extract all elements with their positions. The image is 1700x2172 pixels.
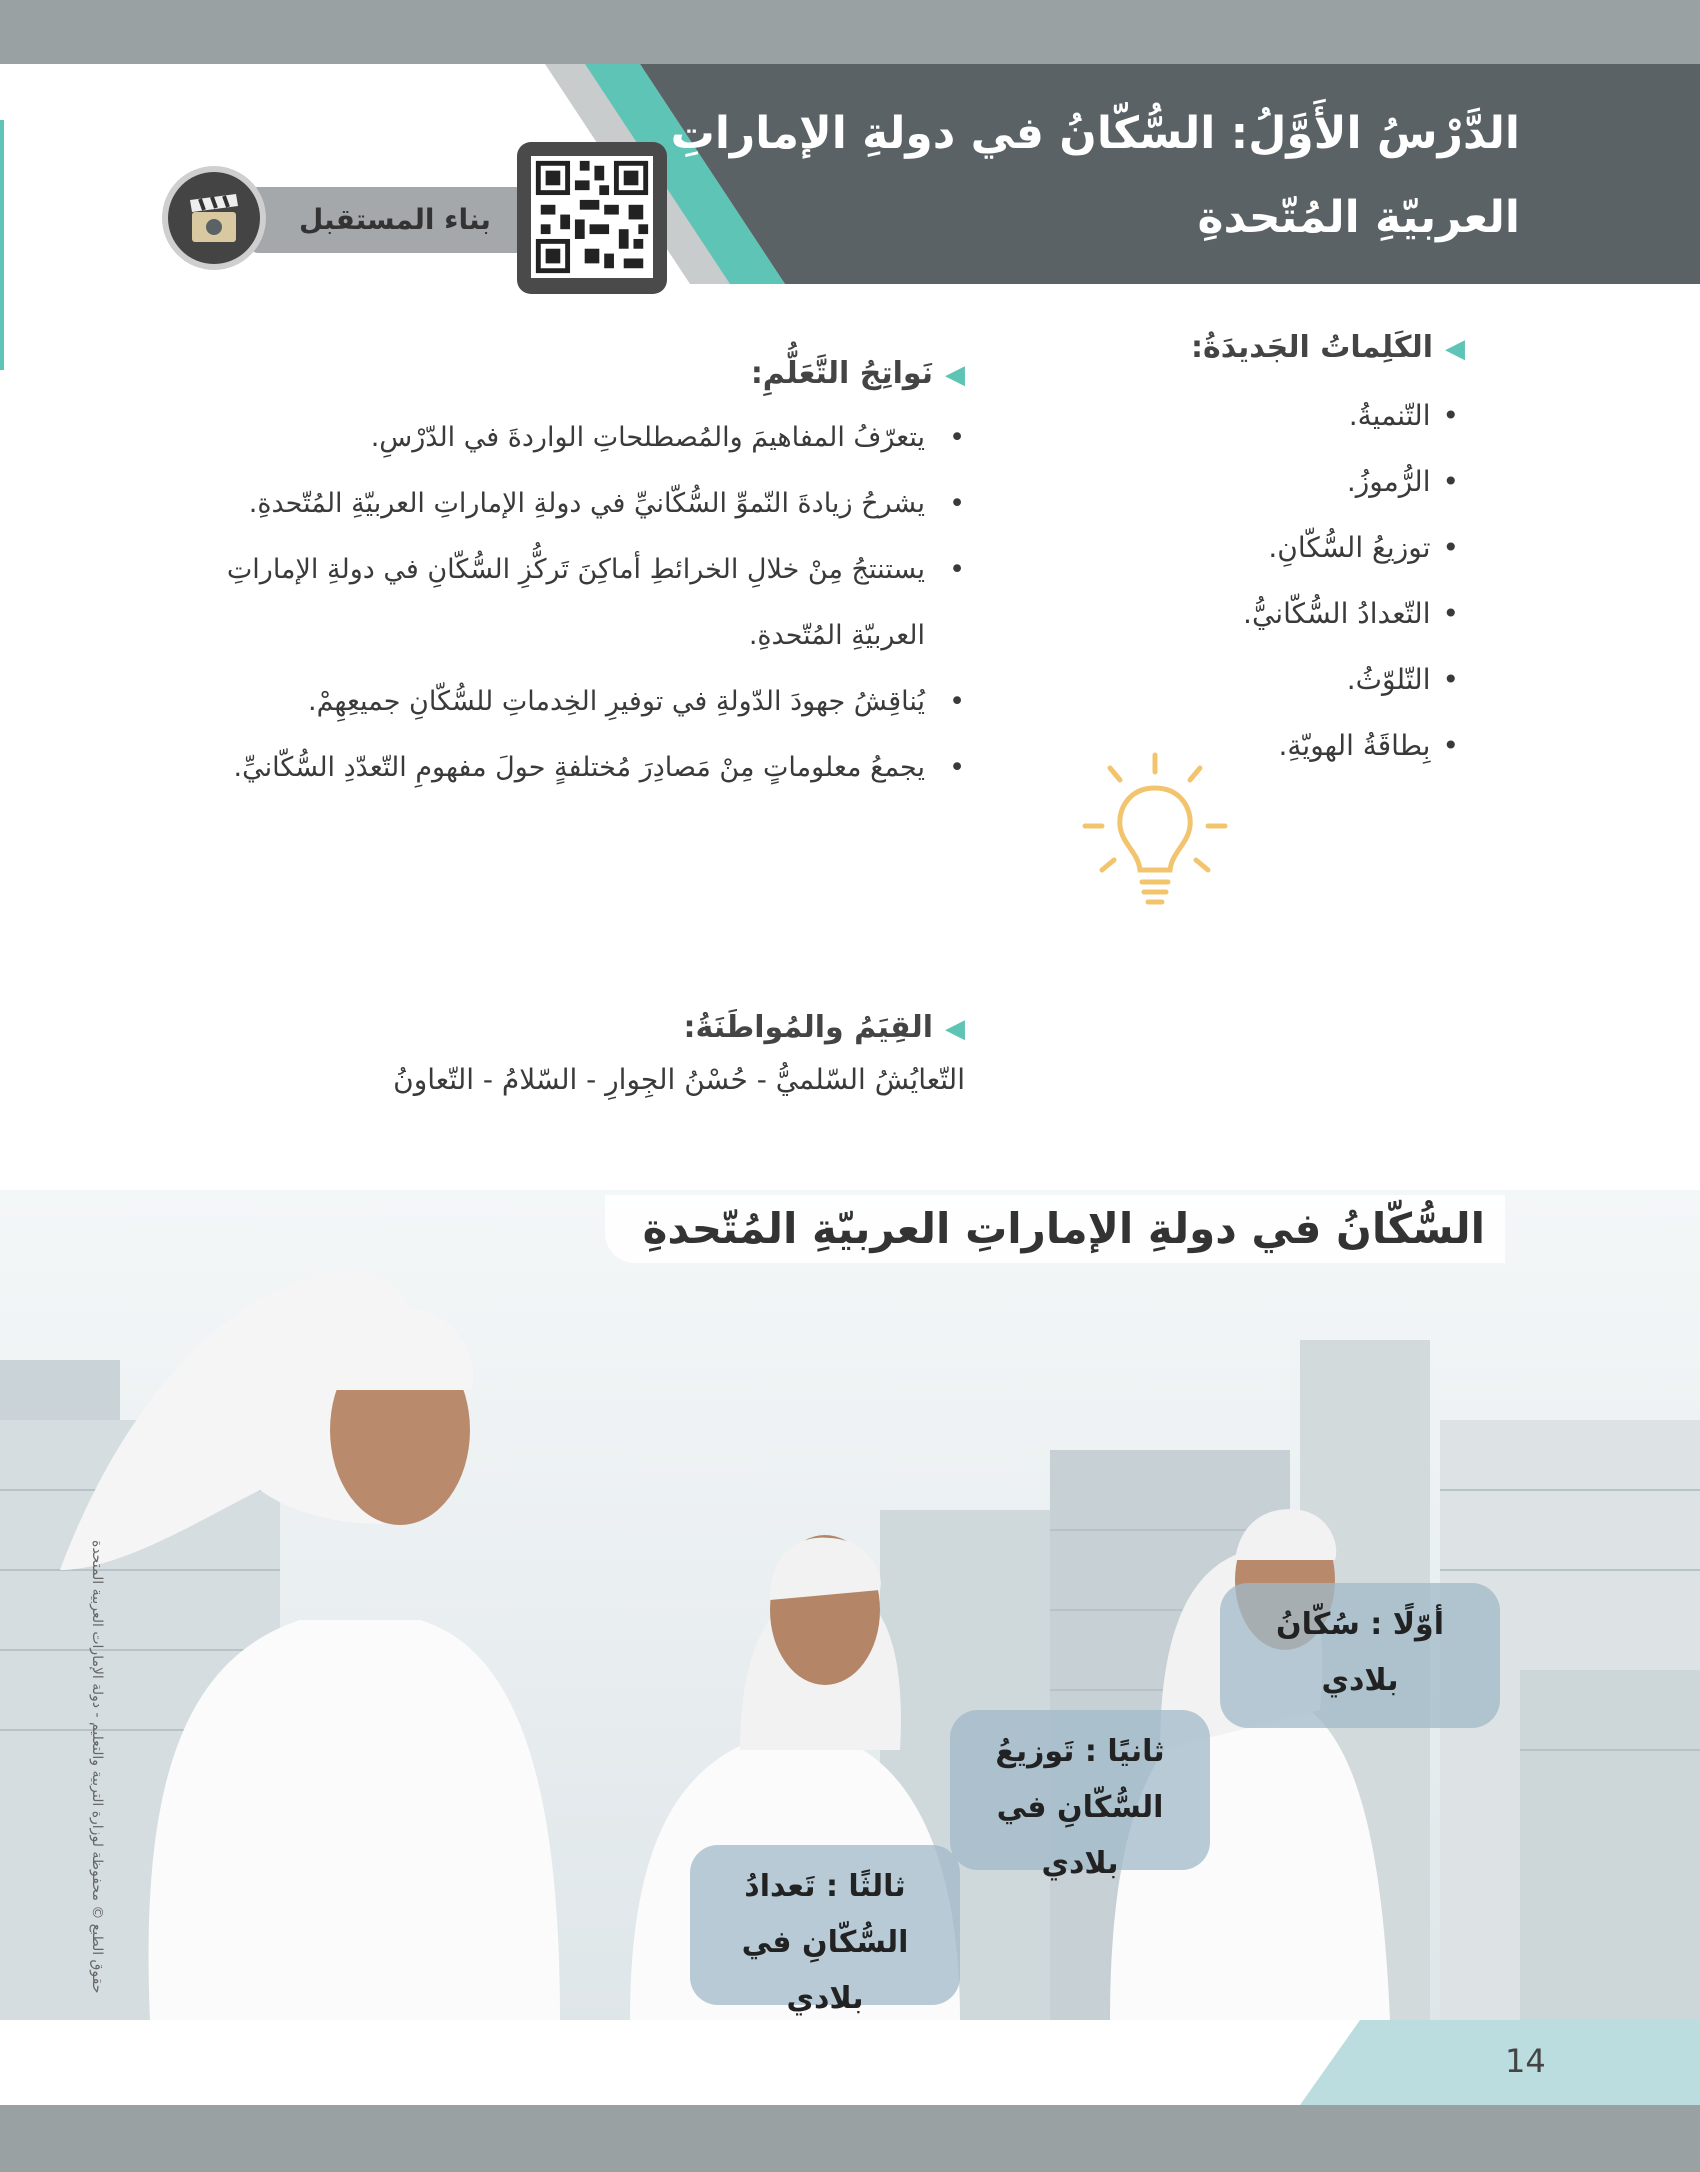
new-words-section: [1045, 330, 1465, 779]
left-accent-line: [0, 120, 4, 370]
section-label: بناء المستقبل: [250, 187, 540, 253]
bottom-bar: [0, 2105, 1700, 2172]
values-text: التّعايُشُ السّلميُّ - حُسْنُ الجِوارِ - السّلامُ - التّعاونُ: [393, 1063, 965, 1096]
new-words-list: [1045, 383, 1465, 779]
clapperboard-icon[interactable]: [168, 172, 260, 264]
learning-outcomes-list: [195, 405, 965, 801]
list-item: • التّعدادُ السُّكّانيُّ.: [1045, 581, 1465, 647]
triangle-bullet-icon: ◀: [1445, 334, 1465, 364]
values-heading: ◀القِيَمُ والمُواطَنَةُ:: [683, 1010, 965, 1045]
list-item: • يُناقِشُ جهودَ الدّولةِ في توفيرِ الخِدماتِ للسُّكّانِ جميعِهِمْ.: [195, 669, 965, 735]
lesson-title-line2: العربيّةِ المُتّحدةِ: [1197, 192, 1520, 243]
list-item: • يتعرّفُ المفاهيمَ والمُصطلحاتِ الواردةَ في الدّرْسِ.: [195, 405, 965, 471]
list-item: • الرُّموزُ.: [1045, 449, 1465, 515]
triangle-bullet-icon: ◀: [945, 360, 965, 390]
photo-section-title: السُّكّانُ في دولةِ الإماراتِ العربيّةِ المُتّحدةِ: [605, 1195, 1505, 1263]
list-item: • يستنتجُ مِنْ خلالِ الخرائطِ أماكِنَ تَركُّزِ السُّكّانِ في دولةِ الإماراتِ العربيّةِ المُتّحدةِ.: [195, 537, 965, 669]
caption-third[interactable]: ثالثًا : تَعدادُ السُّكّانِ في بلادي: [690, 1845, 960, 2005]
learning-outcomes-heading: ◀نَواتِجُ التَّعَلُّمِ:: [750, 356, 965, 391]
list-item: • التّنميةُ.: [1045, 383, 1465, 449]
values-section: [195, 1010, 965, 1096]
caption-second[interactable]: ثانيًا : تَوزيعُ السُّكّانِ في بلادي: [950, 1710, 1210, 1870]
top-bar: [0, 0, 1700, 64]
footer-accent-shape: [1300, 2020, 1700, 2105]
lesson-title: [620, 92, 1520, 260]
list-item: • يشرحُ زيادةَ النّموِّ السُّكّانيِّ في دولةِ الإماراتِ العربيّةِ المُتّحدةِ.: [195, 471, 965, 537]
lightbulb-icon: [1080, 750, 1230, 920]
list-item: • بِطاقَةُ الهويّةِ.: [1045, 713, 1465, 779]
learning-outcomes-section: [195, 356, 965, 801]
caption-first[interactable]: أوّلًا : سُكّانُ بلادي: [1220, 1583, 1500, 1728]
lesson-title-line1: الدَّرْسُ الأَوَّلُ: السُّكّانُ في دولةِ الإماراتِ: [670, 108, 1520, 159]
list-item: • توزيعُ السُّكّانِ.: [1045, 515, 1465, 581]
list-item: • التّلوّثُ.: [1045, 647, 1465, 713]
copyright-text: حقوق الطبع © محفوظة لوزارة التربية والتعليم - دولة الإمارات العربية المتحدة: [89, 1540, 105, 1994]
qr-code-icon[interactable]: [517, 142, 667, 294]
list-item: • يجمعُ معلوماتٍ مِنْ مَصادِرَ مُختلفةٍ حولَ مفهومِ التّعدّدِ السُّكّانيِّ.: [195, 735, 965, 801]
page-number: 14: [1505, 2042, 1546, 2080]
new-words-heading: ◀الكَلِماتُ الجَديدَةُ:: [1190, 330, 1465, 365]
triangle-bullet-icon: ◀: [945, 1014, 965, 1044]
